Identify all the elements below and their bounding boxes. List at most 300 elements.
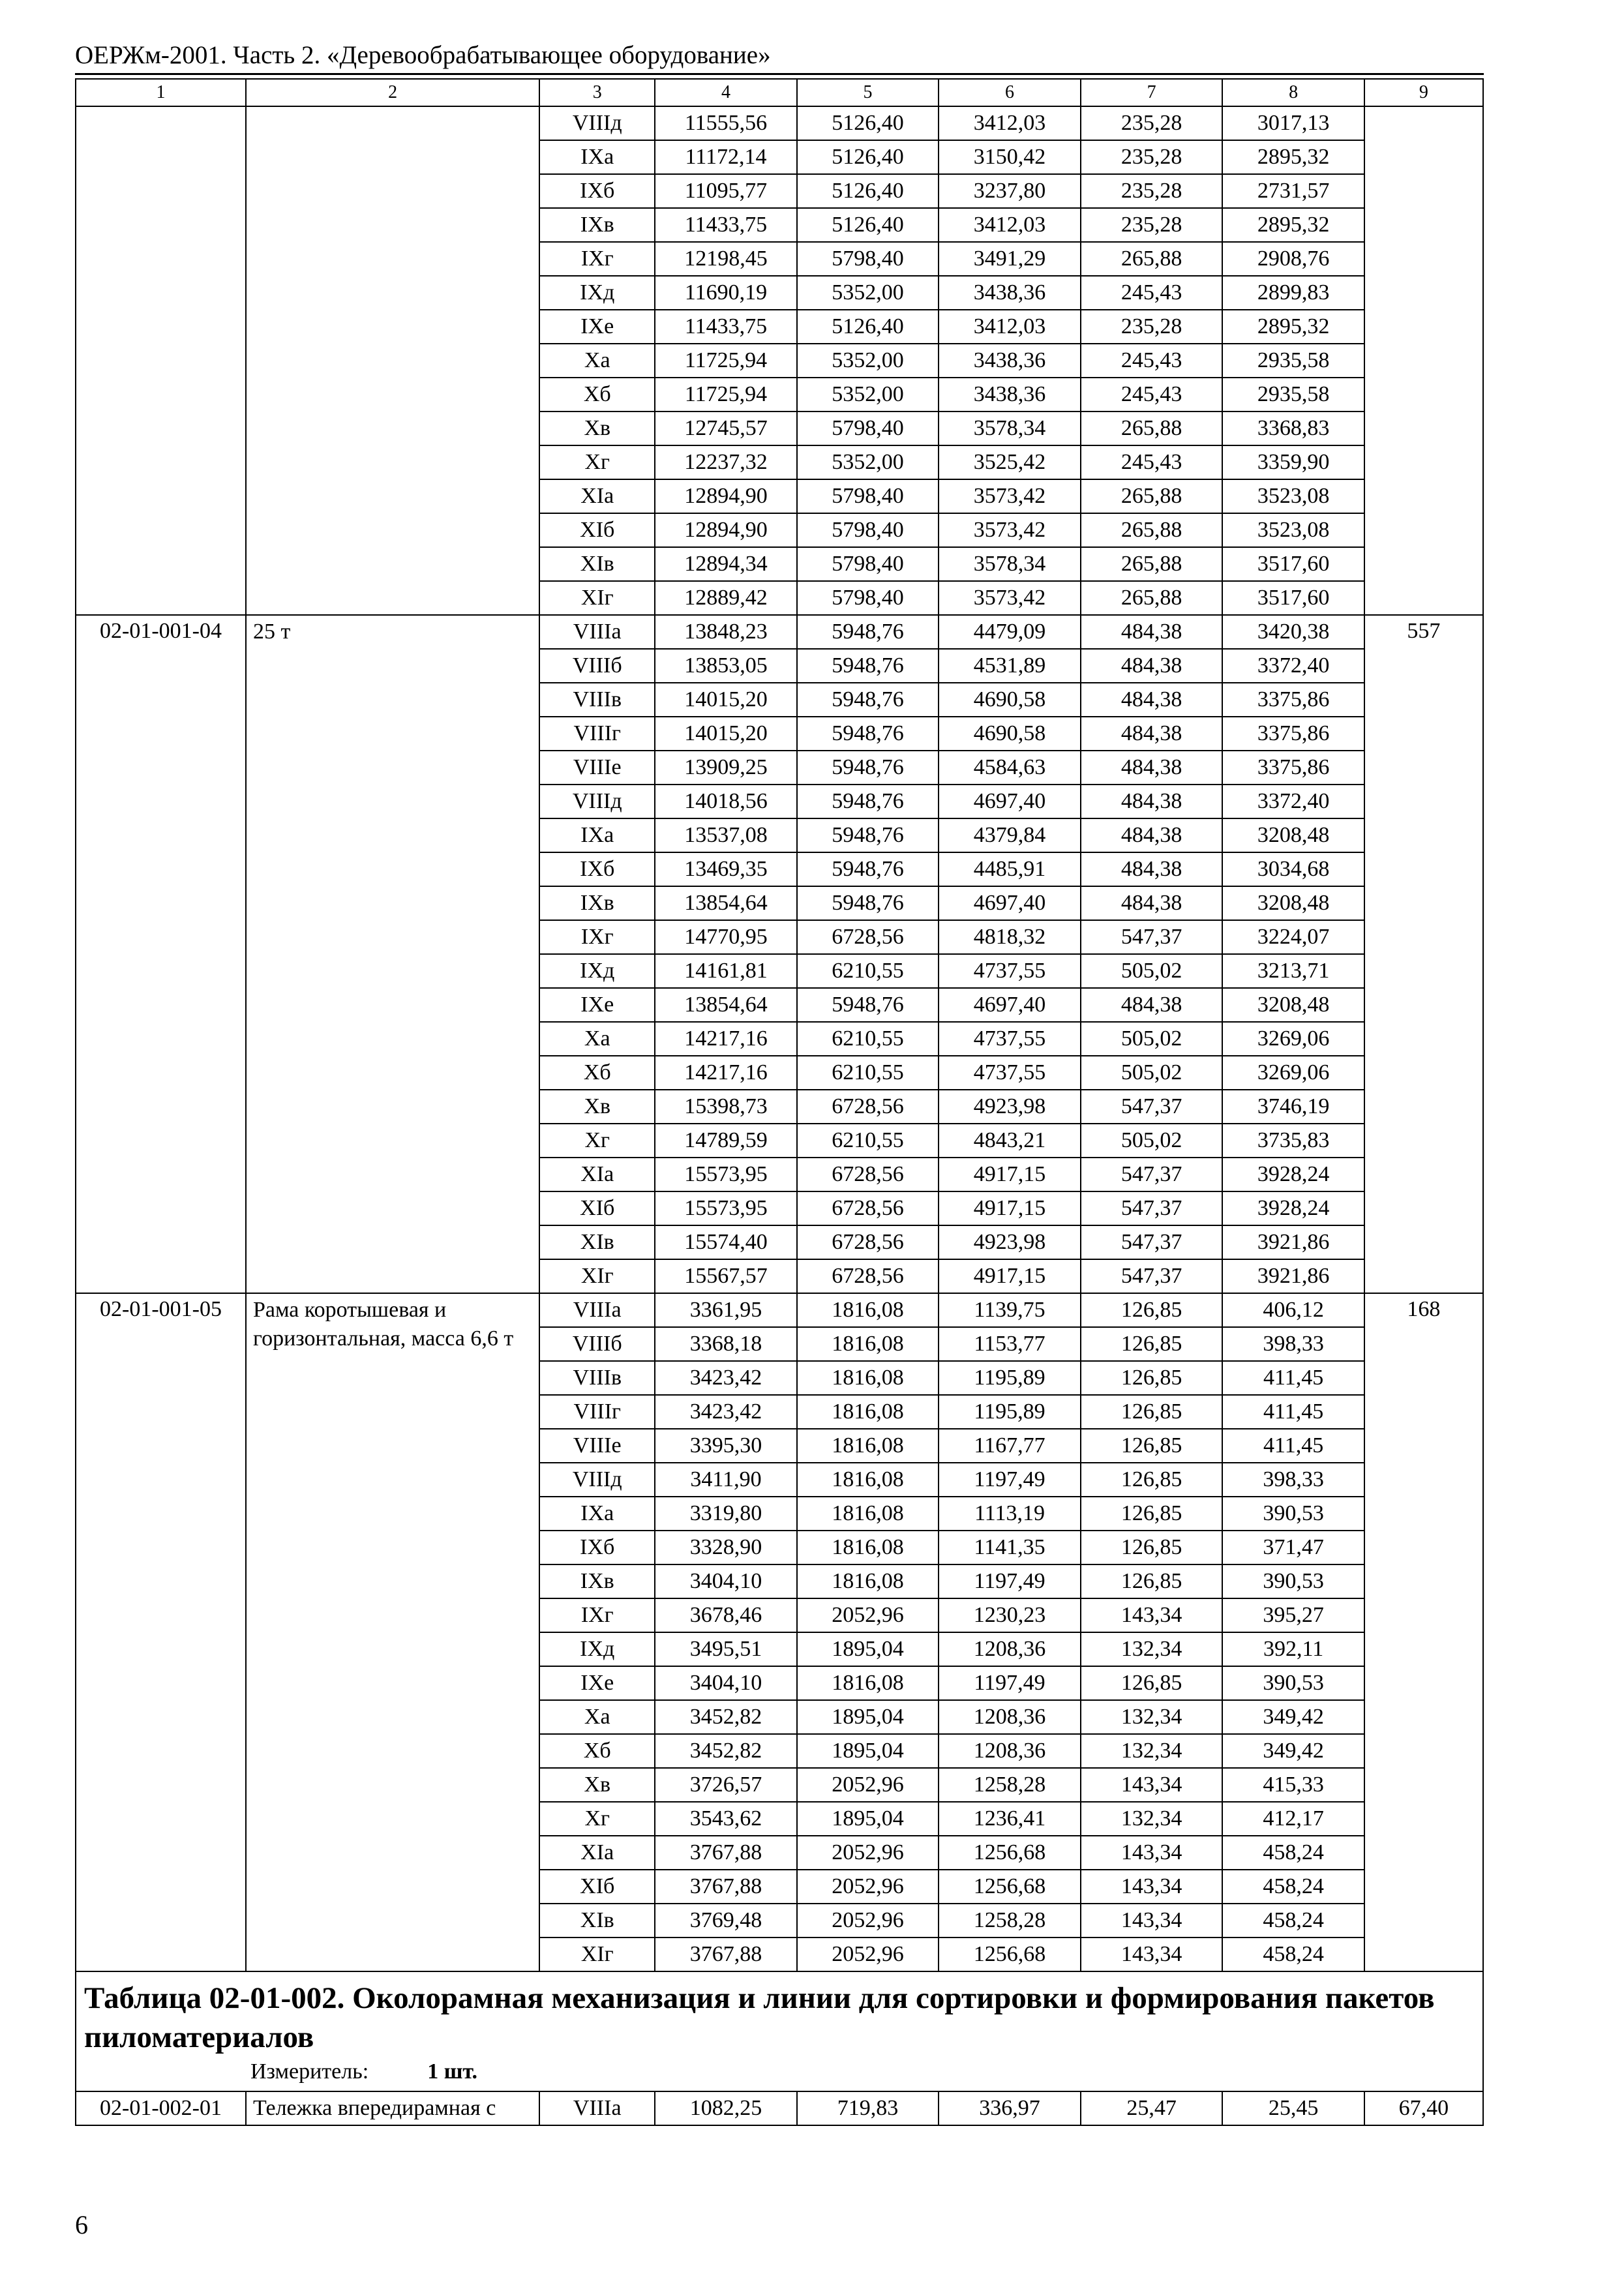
cell-total: 11690,19 xyxy=(655,276,797,310)
cell-value: 1816,08 xyxy=(797,1429,939,1463)
cell-value: 235,28 xyxy=(1081,310,1223,344)
cell-value: 1208,36 xyxy=(939,1632,1081,1666)
cell-total: 14770,95 xyxy=(655,920,797,954)
cell-value: 5798,40 xyxy=(797,411,939,445)
cell-value: 265,88 xyxy=(1081,513,1223,547)
cell-value: 6728,56 xyxy=(797,920,939,954)
cell-grade: Xб xyxy=(539,1734,655,1768)
cell-value: 245,43 xyxy=(1081,276,1223,310)
cell-value: 25,47 xyxy=(1081,2091,1223,2125)
cell-value: 411,45 xyxy=(1222,1395,1364,1429)
cell-value: 3412,03 xyxy=(939,208,1081,242)
cell-value: 1256,68 xyxy=(939,1937,1081,1971)
cell-value: 235,28 xyxy=(1081,174,1223,208)
col-number: 8 xyxy=(1222,79,1364,106)
cell-value: 390,53 xyxy=(1222,1564,1364,1598)
cell-value: 3921,86 xyxy=(1222,1225,1364,1259)
cell-value: 458,24 xyxy=(1222,1904,1364,1937)
cell-value: 2908,76 xyxy=(1222,242,1364,276)
col-number: 6 xyxy=(939,79,1081,106)
cell-value: 3375,86 xyxy=(1222,751,1364,785)
cell-name: Тележка впередирамная с xyxy=(246,2091,539,2125)
cell-grade: IXд xyxy=(539,276,655,310)
cell-value: 1153,77 xyxy=(939,1327,1081,1361)
cell-value: 143,34 xyxy=(1081,1937,1223,1971)
cell-value: 3237,80 xyxy=(939,174,1081,208)
cell-total: 11172,14 xyxy=(655,140,797,174)
section-title-cell xyxy=(76,1971,1483,2091)
cell-total: 3319,80 xyxy=(655,1497,797,1531)
cell-grade: VIIIд xyxy=(539,106,655,140)
cell-value: 143,34 xyxy=(1081,1598,1223,1632)
cell-value: 5798,40 xyxy=(797,547,939,581)
cell-value: 4737,55 xyxy=(939,1022,1081,1056)
cell-total: 11433,75 xyxy=(655,310,797,344)
cell-value: 406,12 xyxy=(1222,1293,1364,1327)
cell-value: 1236,41 xyxy=(939,1802,1081,1836)
cell-value: 2935,58 xyxy=(1222,344,1364,378)
cell-value: 1230,23 xyxy=(939,1598,1081,1632)
cell-value: 458,24 xyxy=(1222,1836,1364,1870)
cell-grade: XIв xyxy=(539,1904,655,1937)
cell-total: 13909,25 xyxy=(655,751,797,785)
cell-value: 3438,36 xyxy=(939,378,1081,411)
cell-value: 1258,28 xyxy=(939,1768,1081,1802)
cell-value: 265,88 xyxy=(1081,479,1223,513)
cell-grade: Xв xyxy=(539,1768,655,1802)
cell-value: 3735,83 xyxy=(1222,1124,1364,1158)
cell-value: 132,34 xyxy=(1081,1802,1223,1836)
cell-grade: XIг xyxy=(539,1259,655,1293)
cell-total: 3767,88 xyxy=(655,1937,797,1971)
cell-total: 3769,48 xyxy=(655,1904,797,1937)
cell-value: 390,53 xyxy=(1222,1497,1364,1531)
section-title: Таблица 02-01-002. Околорамная механизация и линии для сортировки и формирования пакетов пиломатериалов xyxy=(84,1981,1435,2054)
column-number-row xyxy=(76,79,1483,106)
cell-value: 67,40 xyxy=(1364,2091,1483,2125)
cell-value: 1816,08 xyxy=(797,1564,939,1598)
col-number: 2 xyxy=(246,79,539,106)
cell-total: 3452,82 xyxy=(655,1700,797,1734)
cell-total: 3543,62 xyxy=(655,1802,797,1836)
cell-value: 3578,34 xyxy=(939,547,1081,581)
cell-value: 4697,40 xyxy=(939,785,1081,818)
cell-value: 2052,96 xyxy=(797,1904,939,1937)
cell-value: 6728,56 xyxy=(797,1158,939,1191)
cell-grade: Xа xyxy=(539,1700,655,1734)
cell-value: 4917,15 xyxy=(939,1259,1081,1293)
cell-grade: IXе xyxy=(539,988,655,1022)
cell-total: 12894,34 xyxy=(655,547,797,581)
cell-value: 4737,55 xyxy=(939,1056,1081,1090)
cell-value: 3517,60 xyxy=(1222,547,1364,581)
cell-value: 349,42 xyxy=(1222,1734,1364,1768)
cell-value: 4479,09 xyxy=(939,615,1081,649)
cell-grade: IXа xyxy=(539,140,655,174)
cell-value: 4690,58 xyxy=(939,683,1081,717)
cell-value: 143,34 xyxy=(1081,1870,1223,1904)
cell-value: 5352,00 xyxy=(797,344,939,378)
cell-value: 2052,96 xyxy=(797,1598,939,1632)
cell-total: 11433,75 xyxy=(655,208,797,242)
cell-grade: VIIIе xyxy=(539,751,655,785)
cell-grade: IXа xyxy=(539,1497,655,1531)
cell-total: 3678,46 xyxy=(655,1598,797,1632)
cell-value: 3573,42 xyxy=(939,479,1081,513)
cell-total: 14015,20 xyxy=(655,717,797,751)
table-footer xyxy=(76,1971,1483,2125)
cell-total: 12889,42 xyxy=(655,581,797,615)
cell-total: 12745,57 xyxy=(655,411,797,445)
cell-value: 126,85 xyxy=(1081,1293,1223,1327)
cell-value: 547,37 xyxy=(1081,920,1223,954)
cell-value: 4379,84 xyxy=(939,818,1081,852)
cell-value: 245,43 xyxy=(1081,445,1223,479)
cell-grade: XIб xyxy=(539,1191,655,1225)
cell-value: 390,53 xyxy=(1222,1666,1364,1700)
cell-value: 5948,76 xyxy=(797,785,939,818)
header-rule xyxy=(75,73,1484,75)
cell-value: 484,38 xyxy=(1081,818,1223,852)
cell-total: 15573,95 xyxy=(655,1158,797,1191)
cell-grade: Xа xyxy=(539,344,655,378)
cell-value: 265,88 xyxy=(1081,581,1223,615)
cell-code: 02-01-001-05 xyxy=(76,1293,246,1971)
cell-total: 13848,23 xyxy=(655,615,797,649)
cell-value: 3368,83 xyxy=(1222,411,1364,445)
cell-value: 1816,08 xyxy=(797,1395,939,1429)
cell-value: 5352,00 xyxy=(797,378,939,411)
cell-value: 1141,35 xyxy=(939,1531,1081,1564)
col-number: 1 xyxy=(76,79,246,106)
cell-value: 1197,49 xyxy=(939,1564,1081,1598)
cell-value: 1208,36 xyxy=(939,1734,1081,1768)
cell-value: 2895,32 xyxy=(1222,310,1364,344)
cell-value: 1139,75 xyxy=(939,1293,1081,1327)
cell-value: 398,33 xyxy=(1222,1463,1364,1497)
cell-grade: XIг xyxy=(539,1937,655,1971)
cell-name: 25 т xyxy=(246,615,539,1293)
cell-grade: XIа xyxy=(539,1836,655,1870)
cell-total: 3452,82 xyxy=(655,1734,797,1768)
cell-total: 3423,42 xyxy=(655,1361,797,1395)
cell-grade: IXг xyxy=(539,242,655,276)
cell-value: 458,24 xyxy=(1222,1870,1364,1904)
cell-value: 5352,00 xyxy=(797,445,939,479)
cell-value: 5798,40 xyxy=(797,513,939,547)
cell-value: 245,43 xyxy=(1081,378,1223,411)
cell-grade: IXг xyxy=(539,1598,655,1632)
cell-grade: VIIIа xyxy=(539,1293,655,1327)
cell-value: 5126,40 xyxy=(797,140,939,174)
cell-value: 126,85 xyxy=(1081,1429,1223,1463)
cell-value: 484,38 xyxy=(1081,751,1223,785)
cell-value: 336,97 xyxy=(939,2091,1081,2125)
col-number: 9 xyxy=(1364,79,1483,106)
cell-value: 6728,56 xyxy=(797,1090,939,1124)
cell-name xyxy=(246,106,539,615)
cell-value: 3438,36 xyxy=(939,276,1081,310)
cell-grade: VIIIв xyxy=(539,1361,655,1395)
cell-total: 3726,57 xyxy=(655,1768,797,1802)
cell-value: 484,38 xyxy=(1081,649,1223,683)
cell-value: 4697,40 xyxy=(939,886,1081,920)
cell-value: 5948,76 xyxy=(797,717,939,751)
cell-value: 126,85 xyxy=(1081,1497,1223,1531)
cell-value: 3412,03 xyxy=(939,106,1081,140)
cell-total: 12894,90 xyxy=(655,513,797,547)
cell-grade: Xв xyxy=(539,411,655,445)
cell-code: 02-01-001-04 xyxy=(76,615,246,1293)
cell-total: 13853,05 xyxy=(655,649,797,683)
cell-value: 2052,96 xyxy=(797,1768,939,1802)
cell-value: 415,33 xyxy=(1222,1768,1364,1802)
cell-value: 5798,40 xyxy=(797,242,939,276)
cell-value: 505,02 xyxy=(1081,1124,1223,1158)
cell-total: 12894,90 xyxy=(655,479,797,513)
cell-value: 126,85 xyxy=(1081,1564,1223,1598)
cell-value: 1195,89 xyxy=(939,1361,1081,1395)
cell-value: 25,45 xyxy=(1222,2091,1364,2125)
table-row xyxy=(76,106,1483,140)
price-table xyxy=(75,78,1484,2126)
cell-value: 6728,56 xyxy=(797,1259,939,1293)
cell-grade: VIIIв xyxy=(539,683,655,717)
cell-total: 14015,20 xyxy=(655,683,797,717)
cell-value: 4690,58 xyxy=(939,717,1081,751)
cell-value: 1895,04 xyxy=(797,1802,939,1836)
cell-grade: IXв xyxy=(539,208,655,242)
cell-total: 11725,94 xyxy=(655,378,797,411)
cell-value: 4843,21 xyxy=(939,1124,1081,1158)
col-number: 5 xyxy=(797,79,939,106)
cell-total: 13469,35 xyxy=(655,852,797,886)
cell-grade: Xг xyxy=(539,1802,655,1836)
cell-grade: XIг xyxy=(539,581,655,615)
cell-value: 1195,89 xyxy=(939,1395,1081,1429)
cell-value: 126,85 xyxy=(1081,1395,1223,1429)
cell-value: 1197,49 xyxy=(939,1666,1081,1700)
cell-value: 3523,08 xyxy=(1222,513,1364,547)
cell-value: 265,88 xyxy=(1081,242,1223,276)
cell-value: 3525,42 xyxy=(939,445,1081,479)
cell-grade: XIа xyxy=(539,1158,655,1191)
cell-value: 4818,32 xyxy=(939,920,1081,954)
cell-value: 1258,28 xyxy=(939,1904,1081,1937)
cell-total: 3404,10 xyxy=(655,1666,797,1700)
cell-value: 3224,07 xyxy=(1222,920,1364,954)
cell-value: 4923,98 xyxy=(939,1225,1081,1259)
cell-grade: VIIIд xyxy=(539,785,655,818)
cell-grade: VIIIд xyxy=(539,1463,655,1497)
cell-value: 2935,58 xyxy=(1222,378,1364,411)
cell-value: 235,28 xyxy=(1081,106,1223,140)
cell-grade: VIIIг xyxy=(539,1395,655,1429)
cell-total: 11725,94 xyxy=(655,344,797,378)
cell-value: 265,88 xyxy=(1081,547,1223,581)
page-number: 6 xyxy=(75,2210,88,2239)
cell-value: 3921,86 xyxy=(1222,1259,1364,1293)
cell-value: 5352,00 xyxy=(797,276,939,310)
cell-value: 6728,56 xyxy=(797,1191,939,1225)
cell-value: 5948,76 xyxy=(797,751,939,785)
cell-value: 245,43 xyxy=(1081,344,1223,378)
cell-value: 411,45 xyxy=(1222,1429,1364,1463)
cell-total: 14217,16 xyxy=(655,1022,797,1056)
cell-value: 5948,76 xyxy=(797,886,939,920)
cell-grade: IXв xyxy=(539,886,655,920)
cell-value: 2899,83 xyxy=(1222,276,1364,310)
cell-total: 3368,18 xyxy=(655,1327,797,1361)
cell-value: 3573,42 xyxy=(939,581,1081,615)
cell-value: 505,02 xyxy=(1081,1056,1223,1090)
cell-value: 126,85 xyxy=(1081,1327,1223,1361)
cell-name: Рама коротышевая и горизонтальная, масса 6,6 т xyxy=(246,1293,539,1971)
cell-value: 6728,56 xyxy=(797,1225,939,1259)
cell-grade: IXе xyxy=(539,1666,655,1700)
cell-total: 3395,30 xyxy=(655,1429,797,1463)
cell-value: 5126,40 xyxy=(797,208,939,242)
cell-value: 3269,06 xyxy=(1222,1056,1364,1090)
cell-value: 132,34 xyxy=(1081,1632,1223,1666)
cell-value: 3375,86 xyxy=(1222,683,1364,717)
cell-value: 547,37 xyxy=(1081,1158,1223,1191)
cell-value: 5126,40 xyxy=(797,310,939,344)
cell-value: 1816,08 xyxy=(797,1497,939,1531)
cell-value: 1895,04 xyxy=(797,1632,939,1666)
cell-total: 1082,25 xyxy=(655,2091,797,2125)
cell-value: 3372,40 xyxy=(1222,785,1364,818)
cell-total: 12198,45 xyxy=(655,242,797,276)
cell-value: 1256,68 xyxy=(939,1870,1081,1904)
cell-value: 1208,36 xyxy=(939,1700,1081,1734)
cell-value: 3372,40 xyxy=(1222,649,1364,683)
page-header: ОЕРЖм-2001. Часть 2. «Деревообрабатывающее оборудование» xyxy=(75,41,771,69)
cell-value: 398,33 xyxy=(1222,1327,1364,1361)
cell-value: 3491,29 xyxy=(939,242,1081,276)
cell-value: 3034,68 xyxy=(1222,852,1364,886)
cell-value: 547,37 xyxy=(1081,1191,1223,1225)
cell-value: 547,37 xyxy=(1081,1090,1223,1124)
cell-extra: 557 xyxy=(1364,615,1483,1293)
cell-value: 5126,40 xyxy=(797,106,939,140)
cell-value: 3438,36 xyxy=(939,344,1081,378)
cell-value: 5798,40 xyxy=(797,479,939,513)
cell-value: 1256,68 xyxy=(939,1836,1081,1870)
cell-grade: IXб xyxy=(539,174,655,208)
cell-value: 2895,32 xyxy=(1222,208,1364,242)
cell-value: 126,85 xyxy=(1081,1531,1223,1564)
cell-value: 4917,15 xyxy=(939,1191,1081,1225)
section-title-row xyxy=(76,1971,1483,2091)
cell-value: 547,37 xyxy=(1081,1259,1223,1293)
cell-value: 1816,08 xyxy=(797,1463,939,1497)
cell-value: 505,02 xyxy=(1081,1022,1223,1056)
cell-value: 132,34 xyxy=(1081,1700,1223,1734)
cell-value: 505,02 xyxy=(1081,954,1223,988)
cell-value: 5948,76 xyxy=(797,683,939,717)
cell-value: 1816,08 xyxy=(797,1293,939,1327)
cell-value: 4485,91 xyxy=(939,852,1081,886)
cell-grade: IXд xyxy=(539,954,655,988)
cell-total: 3404,10 xyxy=(655,1564,797,1598)
table-body xyxy=(76,79,1483,1971)
cell-grade: XIв xyxy=(539,547,655,581)
measure-line xyxy=(84,2057,1475,2087)
cell-value: 1167,77 xyxy=(939,1429,1081,1463)
cell-value: 3420,38 xyxy=(1222,615,1364,649)
cell-value: 126,85 xyxy=(1081,1666,1223,1700)
cell-extra xyxy=(1364,106,1483,615)
cell-value: 4697,40 xyxy=(939,988,1081,1022)
cell-total: 15573,95 xyxy=(655,1191,797,1225)
col-number: 4 xyxy=(655,79,797,106)
cell-value: 3746,19 xyxy=(1222,1090,1364,1124)
cell-grade: IXб xyxy=(539,1531,655,1564)
cell-total: 3423,42 xyxy=(655,1395,797,1429)
cell-value: 3208,48 xyxy=(1222,988,1364,1022)
cell-value: 4917,15 xyxy=(939,1158,1081,1191)
cell-value: 143,34 xyxy=(1081,1904,1223,1937)
cell-value: 484,38 xyxy=(1081,886,1223,920)
cell-total: 13854,64 xyxy=(655,988,797,1022)
cell-value: 143,34 xyxy=(1081,1768,1223,1802)
cell-value: 4923,98 xyxy=(939,1090,1081,1124)
cell-value: 3412,03 xyxy=(939,310,1081,344)
cell-value: 6210,55 xyxy=(797,954,939,988)
cell-grade: IXд xyxy=(539,1632,655,1666)
cell-value: 484,38 xyxy=(1081,785,1223,818)
cell-total: 13537,08 xyxy=(655,818,797,852)
col-number: 7 xyxy=(1081,79,1223,106)
cell-value: 1197,49 xyxy=(939,1463,1081,1497)
cell-grade: IXг xyxy=(539,920,655,954)
cell-extra: 168 xyxy=(1364,1293,1483,1971)
cell-value: 484,38 xyxy=(1081,852,1223,886)
cell-value: 1816,08 xyxy=(797,1327,939,1361)
cell-value: 484,38 xyxy=(1081,988,1223,1022)
cell-value: 412,17 xyxy=(1222,1802,1364,1836)
cell-value: 3573,42 xyxy=(939,513,1081,547)
cell-value: 1895,04 xyxy=(797,1734,939,1768)
cell-grade: XIб xyxy=(539,513,655,547)
cell-total: 13854,64 xyxy=(655,886,797,920)
cell-value: 484,38 xyxy=(1081,683,1223,717)
cell-total: 3411,90 xyxy=(655,1463,797,1497)
cell-value: 4737,55 xyxy=(939,954,1081,988)
cell-value: 3208,48 xyxy=(1222,886,1364,920)
cell-grade: VIIIе xyxy=(539,1429,655,1463)
cell-total: 3328,90 xyxy=(655,1531,797,1564)
cell-grade: Xг xyxy=(539,1124,655,1158)
cell-grade: Xг xyxy=(539,445,655,479)
cell-total: 3361,95 xyxy=(655,1293,797,1327)
cell-total: 15398,73 xyxy=(655,1090,797,1124)
cell-value: 5948,76 xyxy=(797,818,939,852)
cell-value: 3928,24 xyxy=(1222,1191,1364,1225)
cell-value: 5948,76 xyxy=(797,615,939,649)
cell-value: 6210,55 xyxy=(797,1056,939,1090)
cell-value: 3928,24 xyxy=(1222,1158,1364,1191)
cell-grade: XIа xyxy=(539,479,655,513)
cell-total: 3495,51 xyxy=(655,1632,797,1666)
cell-value: 5948,76 xyxy=(797,988,939,1022)
cell-value: 1816,08 xyxy=(797,1531,939,1564)
cell-value: 2052,96 xyxy=(797,1937,939,1971)
cell-grade: VIIIб xyxy=(539,649,655,683)
cell-grade: IXб xyxy=(539,852,655,886)
cell-value: 1816,08 xyxy=(797,1361,939,1395)
